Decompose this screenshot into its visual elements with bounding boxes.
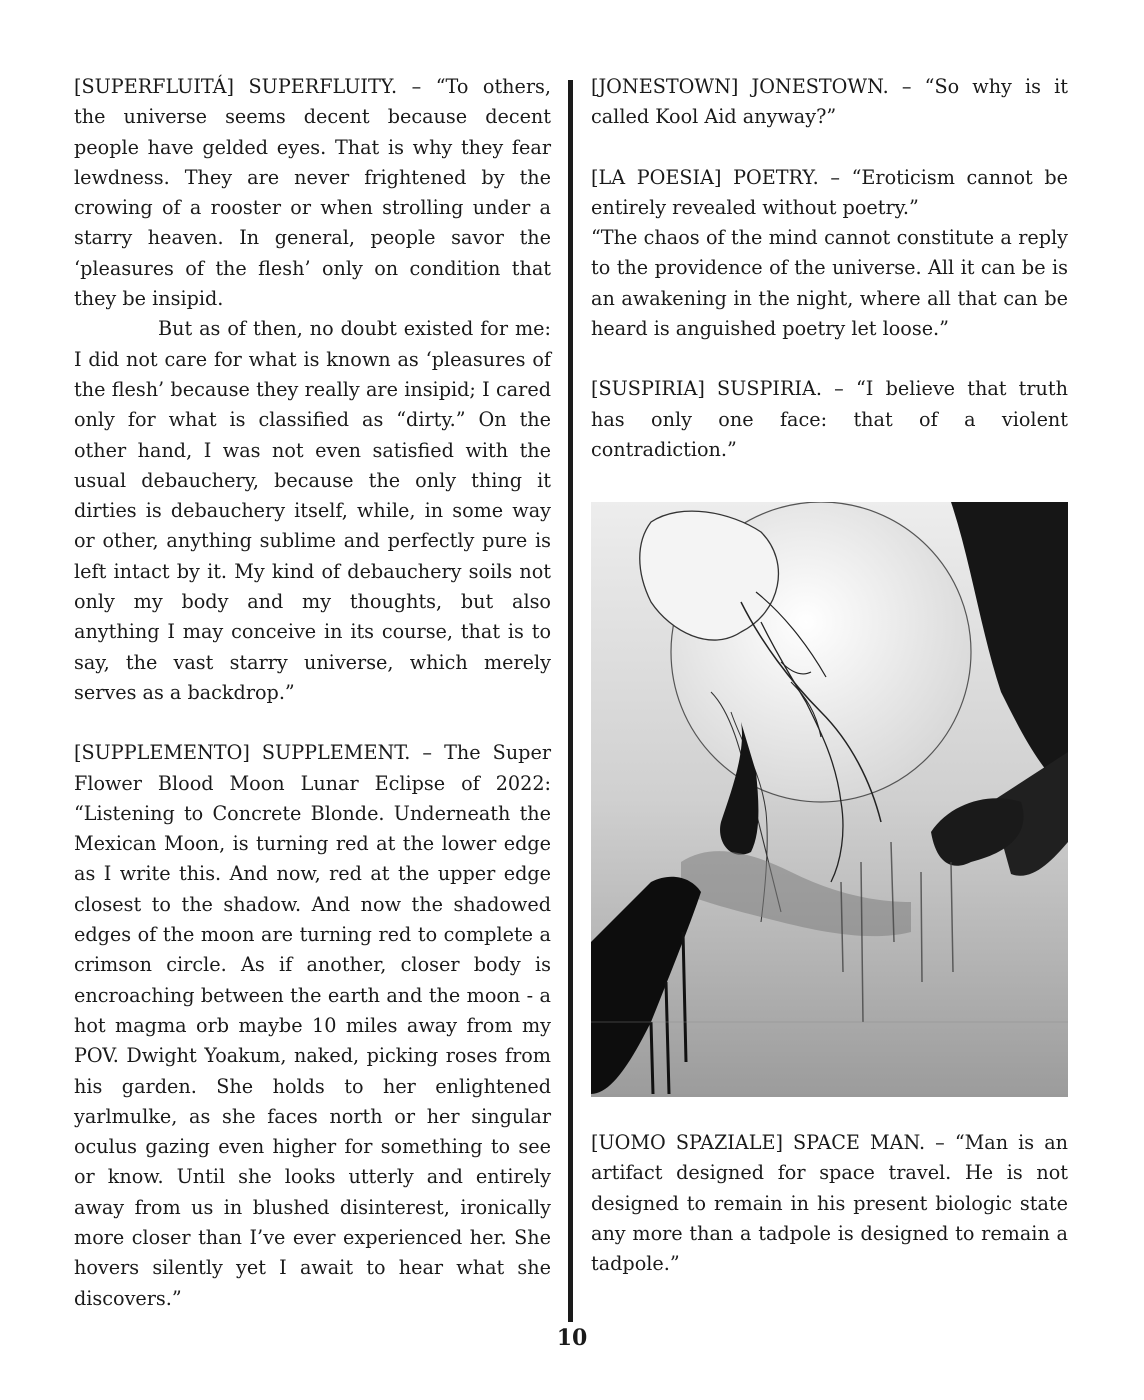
right-column-bottom [591,1128,1068,1279]
column-divider [568,80,573,1322]
entry-poetry-quote: “The chaos of the mind cannot constitute a reply to the providence of the universe. All it can be is an awakening in the night, where all that can be heard is anguished poetry let loose.” [591,226,1068,341]
artwork-illustration [591,502,1068,1097]
artwork-drawing [591,502,1068,1094]
spacer [74,708,551,738]
spacer [591,133,1068,163]
spacer [591,344,1068,374]
right-column [591,72,1068,465]
entry-jonestown: [JONESTOWN] JONESTOWN. – “So why is it called Kool Aid anyway?” [591,75,1068,129]
entry-superfluity-continued: But as of then, no doubt existed for me: I did not care for what is known as ‘pleasures of the flesh’ because they really are insipid; I cared only for what is classified as “dirty.” On the other hand, I was not even satisfied with the usual debauchery, because the only thing it dirties is debauchery itself, while, in some way or other, anything sublime and perfectly pure is left intact by it. My kind of debauchery soils not only my body and my thoughts, but also anything I may conceive in its course, that is to say, the vast starry universe, which merely serves as a backdrop.” [74,317,551,704]
entry-supplement: [SUPPLEMENTO] SUPPLEMENT. – The Super Flower Blood Moon Lunar Eclipse of 2022: “Listening to Concrete Blonde. Underneath the Mexican Moon, is turning red at the lower edge as I write this. And now, red at the upper edge closest to the shadow. And now the shadowed edges of the moon are turning red to complete a crimson circle. As if another, closer body is encroaching between the earth and the moon - a hot magma orb maybe 10 miles away from my POV. Dwight Yoakum, naked, picking roses from his garden. She holds to her enlightened yarlmulke, as she faces north or her singular oculus gazing even higher for something to see or know. Until she looks utterly and entirely away from us in blushed disinterest, ironically more closer than I’ve ever experienced her. She hovers silently yet I await to hear what she discovers.” [74,741,551,1310]
entry-suspiria: [SUSPIRIA] SUSPIRIA. – “I believe that truth has only one face: that of a violent contradiction.” [591,377,1068,461]
entry-poetry: [LA POESIA] POETRY. – “Eroticism cannot be entirely revealed without poetry.” [591,165,1068,219]
page-number: 10 [556,1325,588,1351]
left-column [74,72,551,1314]
entry-superfluity: [SUPERFLUITÁ] SUPERFLUITY. – “To others, the universe seems decent because decent people have gelded eyes. That is why they fear lewdness. They are never frightened by the crowing of a rooster or when strolling under a starry heaven. In general, people savor the ‘pleasures of the flesh’ only on condition that they be insipid. [74,75,551,311]
entry-space-man: [UOMO SPAZIALE] SPACE MAN. – “Man is an artifact designed for space travel. He is not designed to remain in his present biologic state any more than a tadpole is designed to remain a tadpole.” [591,1131,1068,1276]
